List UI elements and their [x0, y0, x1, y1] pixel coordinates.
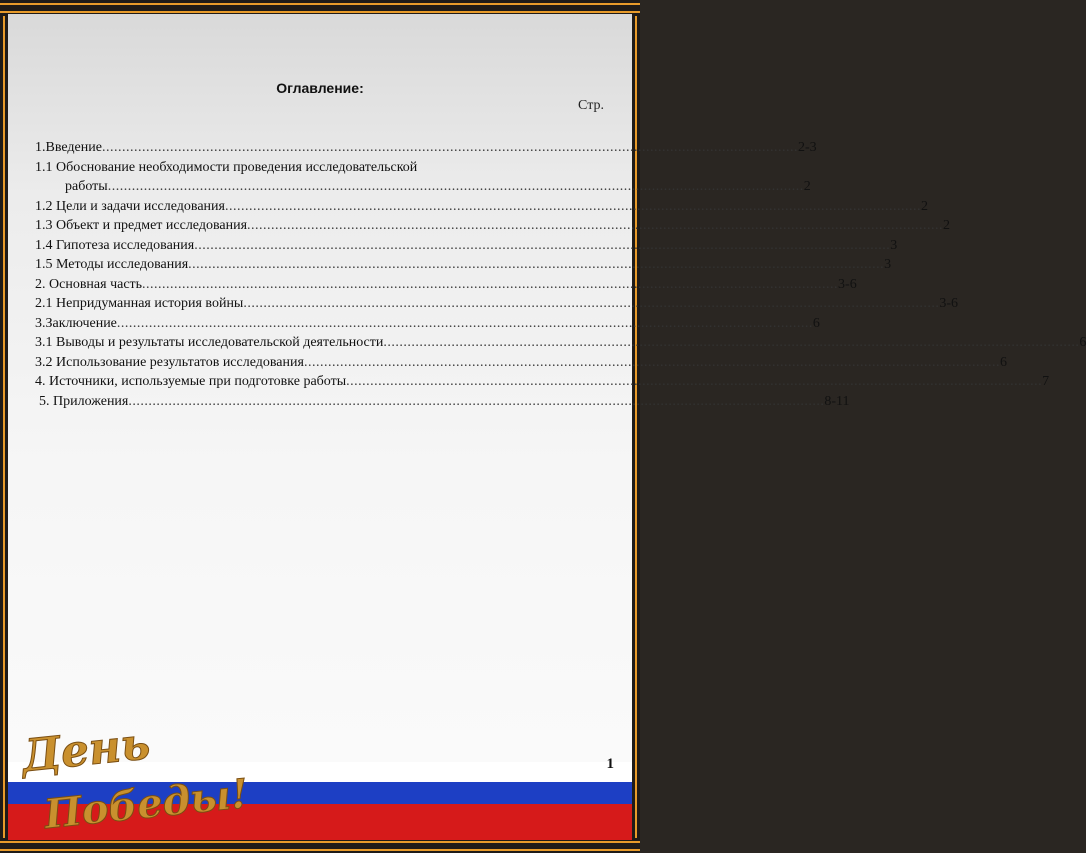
toc-entry: [35, 353, 1007, 373]
dot-leader: [108, 177, 804, 197]
dot-leader: [194, 236, 890, 256]
toc-entry: [35, 275, 857, 295]
toc-entry: [35, 138, 817, 158]
toc-entry: [35, 255, 892, 275]
toc-entry: [35, 314, 820, 334]
toc-entry-page: 6: [1079, 335, 1086, 350]
slide-number: 1: [606, 756, 614, 772]
toc-entry-page: 2: [943, 218, 951, 233]
toc-entry-page: 8-11: [824, 393, 850, 409]
dot-leader: [225, 197, 921, 217]
toc-entry: [35, 197, 928, 217]
dot-leader: [383, 333, 1079, 353]
slide-page: [8, 14, 1086, 840]
toc-entry-page: 3: [884, 257, 892, 272]
toc-entry-label: 1.5 Методы исследования: [35, 257, 189, 272]
logo-line-1: День: [19, 718, 153, 783]
toc-entry: [35, 372, 1050, 392]
page-column-header: Стр.: [578, 98, 604, 113]
dot-leader: [188, 255, 884, 275]
toc-title: Оглавление:: [276, 80, 364, 96]
logo-line-2: Победы!: [41, 769, 251, 839]
toc-entry-label: 1.2 Цели и задачи исследования: [35, 198, 225, 214]
dot-leader: [247, 216, 943, 236]
toc-entry-label: 3.Заключение: [35, 315, 117, 331]
toc-entry: [35, 158, 605, 178]
dot-leader: [304, 353, 1000, 373]
toc-entry: [35, 216, 951, 236]
dot-leader: [243, 294, 939, 314]
toc-entry-label: 5. Приложения: [39, 393, 129, 409]
toc-entry-label: 1.4 Гипотеза исследования: [35, 237, 195, 253]
toc-entry-label: 3.2 Использование результатов исследования: [35, 354, 304, 370]
toc-entry-page: 2-3: [797, 140, 817, 155]
toc-entry-page: 3-6: [838, 276, 857, 292]
toc-entry-label: 1.Введение: [35, 140, 102, 155]
table-of-contents: [35, 138, 1086, 411]
toc-entry-label: 1.1 Обоснование необходимости проведения исследовательской: [35, 159, 418, 175]
toc-entry-label: 4. Источники, используемые при подготовке работы: [35, 374, 347, 389]
dot-leader: [128, 392, 824, 412]
toc-entry-page: 3-6: [939, 296, 959, 311]
toc-entry-page: 3: [890, 237, 898, 253]
toc-entry: [35, 333, 1086, 353]
dot-leader: [117, 314, 813, 334]
toc-entry: [35, 294, 959, 314]
toc-entry-page: 6: [812, 315, 820, 331]
toc-entry: [35, 236, 898, 256]
toc-entry-label: 1.3 Объект и предмет исследования: [35, 218, 248, 233]
toc-entry-page: 7: [1042, 374, 1050, 389]
toc-entry-label: 3.1 Выводы и результаты исследовательской деятельности: [35, 335, 384, 350]
toc-entry-page: 6: [999, 354, 1007, 370]
dot-leader: [102, 138, 798, 158]
victory-day-logo: [14, 704, 251, 844]
dot-leader: [346, 372, 1042, 392]
toc-entry: [35, 392, 850, 412]
dot-leader: [142, 275, 838, 295]
toc-entry-page: 2: [920, 198, 928, 214]
toc-entry-label: работы: [65, 179, 108, 194]
toc-entry: [35, 177, 811, 197]
toc-entry-label: 2.1 Непридуманная история войны: [35, 296, 244, 311]
toc-entry-label: 2. Основная часть: [35, 276, 143, 292]
toc-entry-page: 2: [803, 179, 811, 194]
